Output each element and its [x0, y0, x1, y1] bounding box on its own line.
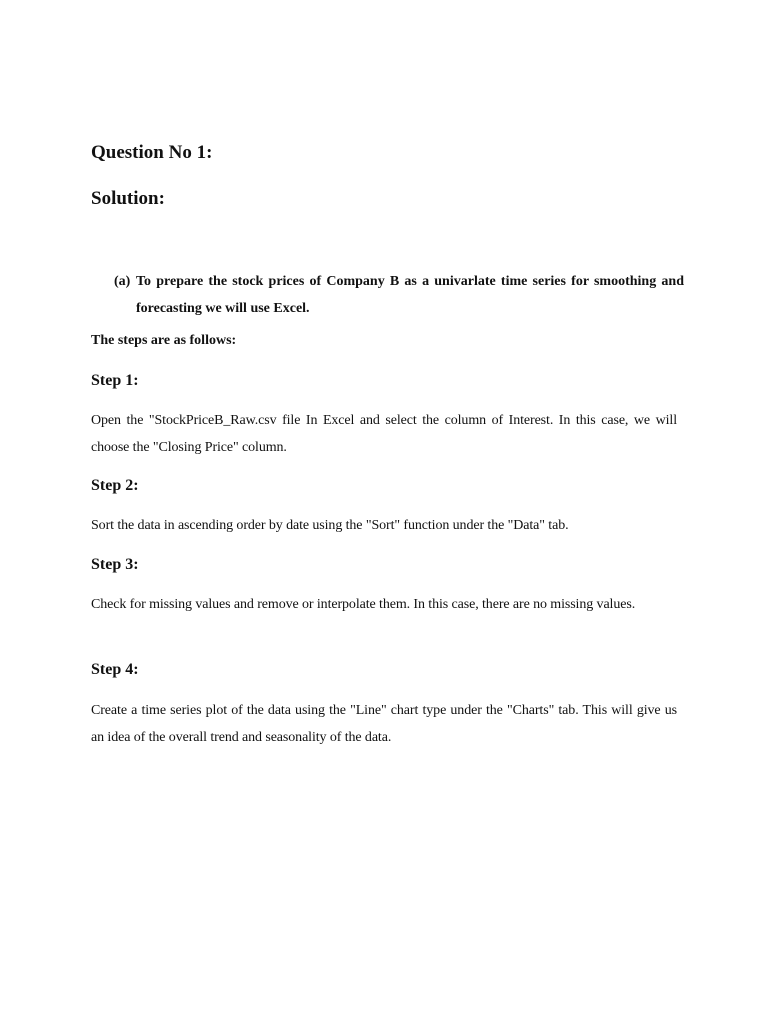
- steps-intro: The steps are as follows:: [91, 333, 237, 348]
- question-heading: Question No 1:: [91, 142, 213, 163]
- list-item-text: To prepare the stock prices of Company B as a univarlate time series for smoothing and forecasting we will use Excel.: [136, 274, 684, 316]
- step-1-heading: Step 1:: [91, 372, 139, 389]
- step-4-body: Create a time series plot of the data using the "Line" chart type under the "Charts" tab. This will give us an idea of the overall trend and seasonality of the data.: [91, 703, 677, 745]
- list-marker: (a): [114, 274, 131, 289]
- step-2-heading: Step 2:: [91, 477, 139, 494]
- step-3-body: Check for missing values and remove or interpolate them. In this case, there are no missing values.: [91, 597, 636, 612]
- solution-heading: Solution:: [91, 188, 165, 209]
- list-item-a: [114, 268, 684, 322]
- step-3-heading: Step 3:: [91, 556, 139, 573]
- step-1-body: Open the "StockPriceB_Raw.csv file In Excel and select the column of Interest. In this case, we will choose the "Closing Price" column.: [91, 413, 677, 455]
- step-2-body: Sort the data in ascending order by date using the "Sort" function under the "Data" tab.: [91, 518, 569, 533]
- step-4-heading: Step 4:: [91, 661, 139, 678]
